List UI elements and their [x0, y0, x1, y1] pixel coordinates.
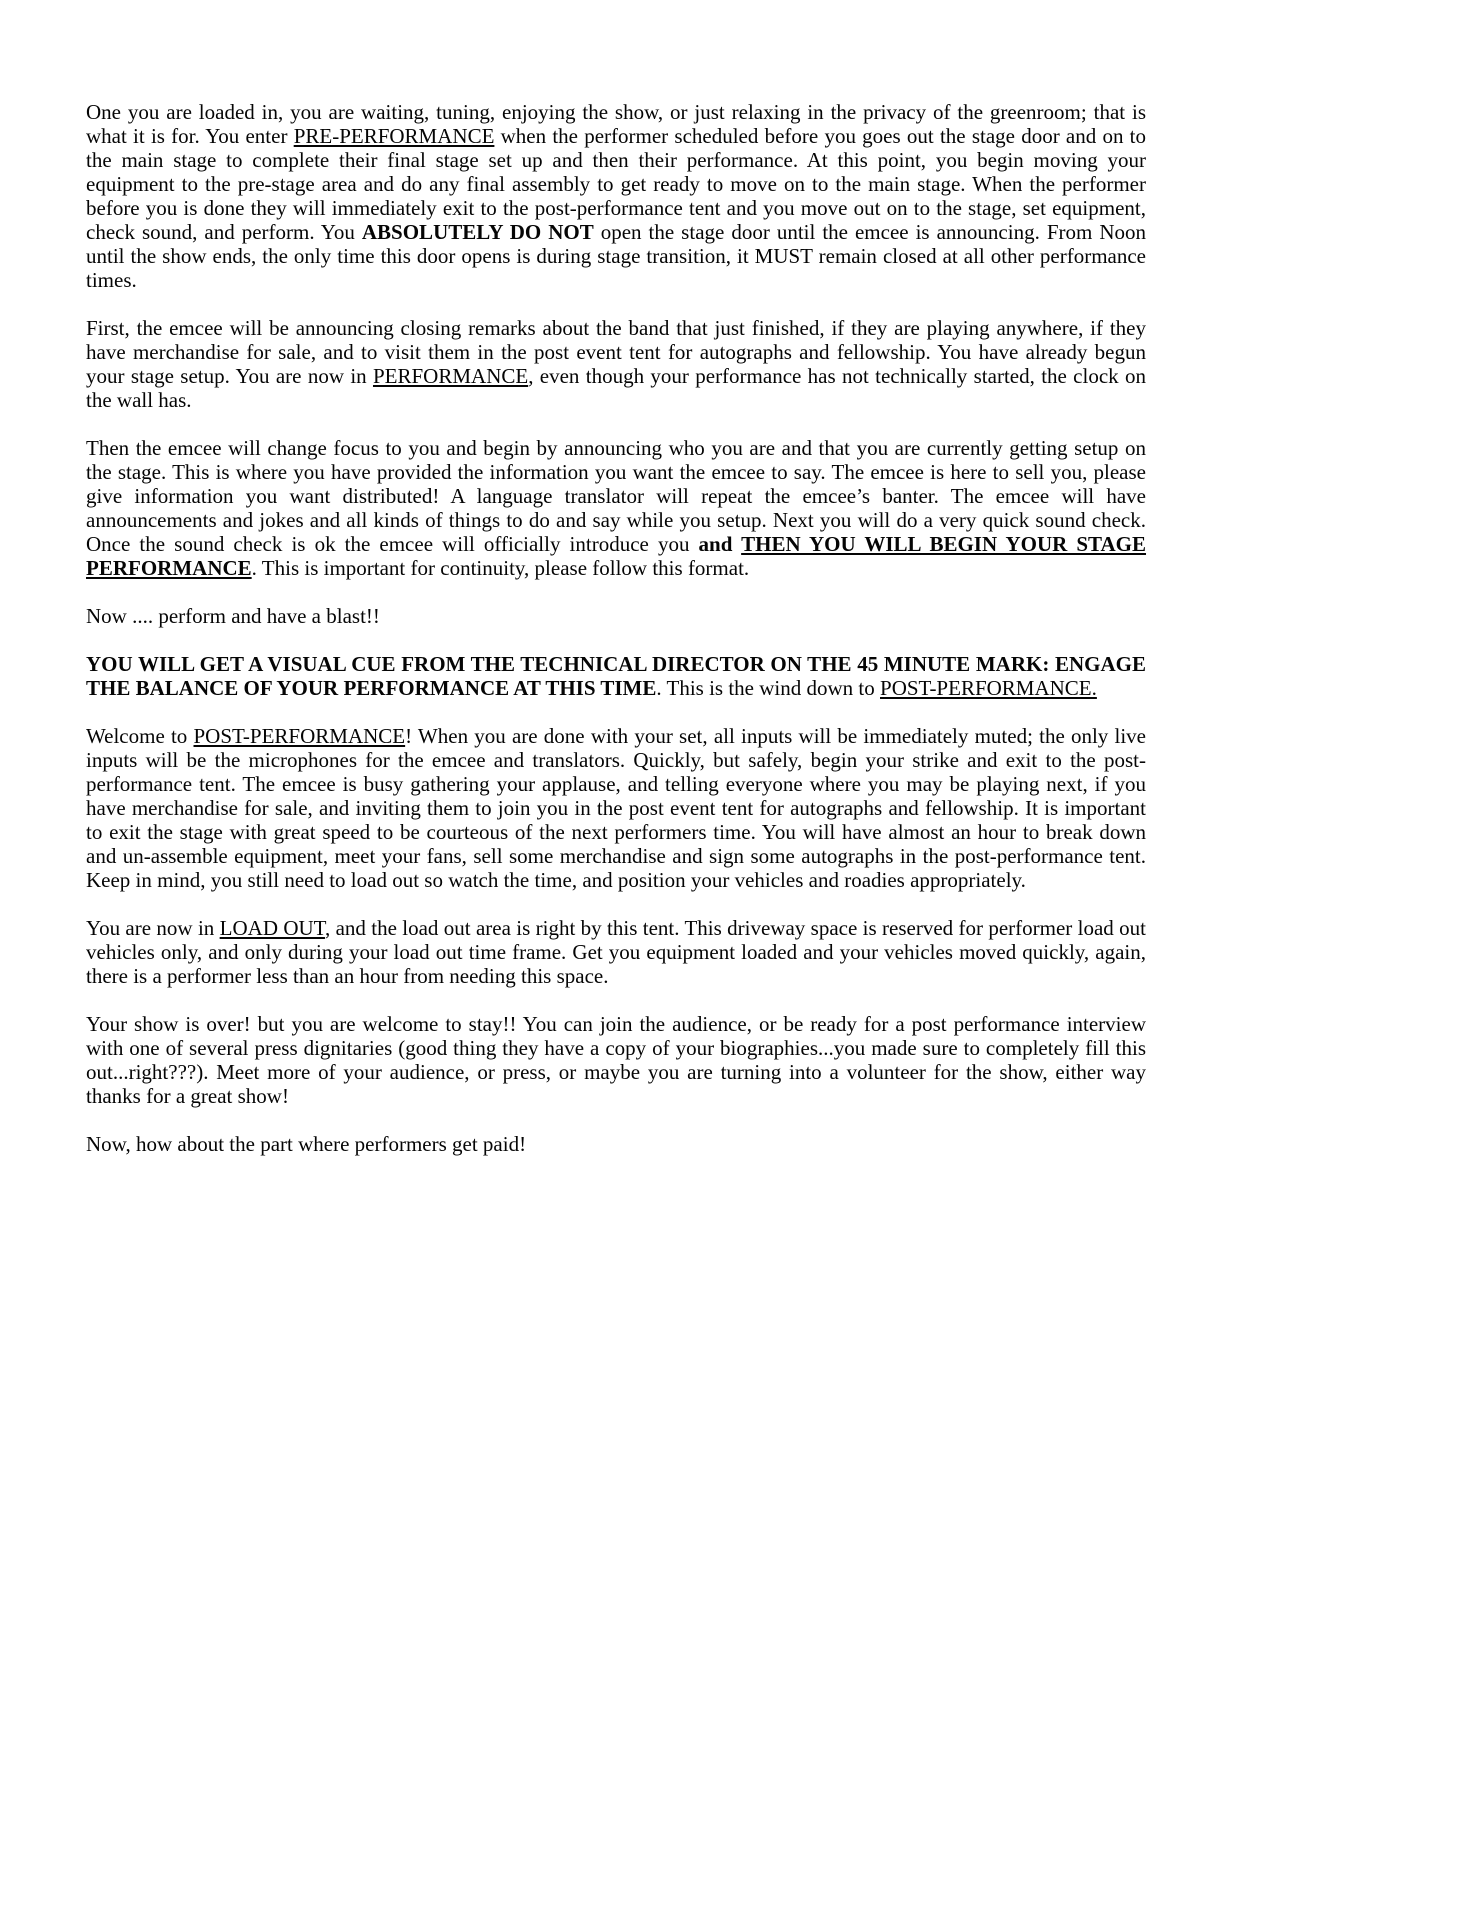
para-post-performance: [86, 724, 1146, 892]
text-run: POST-PERFORMANCE: [193, 724, 406, 748]
text-run: Now, how about the part where performers get paid!: [86, 1132, 527, 1156]
text-run: Then the emcee will change focus to you and begin by announcing who you are and that you are currently getting setup on the stage. This is where you have provided the information you want the emcee to say. The emcee is here to sell you, please give information you want distributed! A language translator will repeat the emcee’s banter. The emcee will have announcements and jokes and all kinds of things to do and say while you setup. Next you will do a very quick sound check. Once the sound check is ok the emcee will officially introduce you: [86, 436, 1146, 556]
text-run: , and the load out area is right by this tent. This driveway space is reserved for performer load out vehicles only, and only during your load out time frame. Get you equipment loaded and your vehicles moved quickly, again, there is a performer less than an hour from needing this space.: [86, 916, 1147, 988]
para-load-out: [86, 916, 1146, 988]
text-run: LOAD OUT: [219, 916, 325, 940]
text-run: . This is the wind down to: [656, 676, 881, 700]
para-greenroom-pre-performance: [86, 100, 1146, 292]
text-run: open the stage door until the emcee is announcing. From Noon until the show ends, the only time this door opens is during stage transition, it MUST remain closed at all other performance times.: [86, 220, 1146, 292]
text-run: Now .... perform and have a blast!!: [86, 604, 380, 628]
para-emcee-closing-remarks: [86, 316, 1146, 412]
text-run: PRE-PERFORMANCE: [293, 124, 495, 148]
para-get-paid: [86, 1132, 1146, 1156]
text-run: , even though your performance has not technically started, the clock on the wall has.: [86, 364, 1146, 412]
document-body: [86, 100, 1146, 1156]
text-run: YOU WILL GET A VISUAL CUE FROM THE TECHNICAL DIRECTOR ON THE 45 MINUTE MARK: ENGAGE THE BALANCE OF YOUR PERFORMANCE AT THIS TIME: [86, 652, 1146, 700]
text-run: First, the emcee will be announcing closing remarks about the band that just finished, if they are playing anywhere, if they have merchandise for sale, and to visit them in the post event tent for autographs and fellowship. You have already begun your stage setup. You are now in: [86, 316, 1146, 388]
text-run: THEN YOU WILL BEGIN YOUR STAGE PERFORMANCE: [86, 532, 1147, 580]
text-run: and: [698, 532, 742, 556]
para-perform: [86, 604, 1146, 628]
text-run: Your show is over! but you are welcome to stay!! You can join the audience, or be ready for a post performance interview with one of several press dignitaries (good thing they have a copy of your biographies...you made sure to completely fill this out...right???). Meet more of your audience, or press, or maybe you are turning into a volunteer for the show, either way thanks for a great show!: [86, 1012, 1146, 1108]
text-run: ! When you are done with your set, all inputs will be immediately muted; the only live inputs will be the microphones for the emcee and translators. Quickly, but safely, begin your strike and exit to the post-performance tent. The emcee is busy gathering your applause, and telling everyone where you may be playing next, if you have merchandise for sale, and inviting them to join you in the post event tent for autographs and fellowship. It is important to exit the stage with great speed to be courteous of the next performers time. You will have almost an hour to break down and un-assemble equipment, meet your fans, sell some merchandise and sign some autographs in the post-performance tent. Keep in mind, you still need to load out so watch the time, and position your vehicles and roadies appropriately.: [86, 724, 1146, 892]
text-run: Welcome to: [86, 724, 194, 748]
text-run: You are now in: [86, 916, 220, 940]
para-emcee-introduction: [86, 436, 1146, 580]
text-run: PERFORMANCE: [372, 364, 529, 388]
text-run: . This is important for continuity, please follow this format.: [251, 556, 750, 580]
text-run: ABSOLUTELY DO NOT: [361, 220, 594, 244]
text-run: POST-PERFORMANCE.: [880, 676, 1097, 700]
text-run: One you are loaded in, you are waiting, tuning, enjoying the show, or just relaxing in the privacy of the greenroom; that is what it is for. You enter: [86, 100, 1146, 148]
text-run: when the performer scheduled before you goes out the stage door and on to the main stage to complete their final stage set up and then their performance. At this point, you begin moving your equipment to the pre-stage area and do any final assembly to get ready to move on to the main stage. When the performer before you is done they will immediately exit to the post-performance tent and you move out on to the stage, set equipment, check sound, and perform. You: [86, 124, 1147, 244]
para-show-over: [86, 1012, 1146, 1108]
para-visual-cue: [86, 652, 1146, 700]
